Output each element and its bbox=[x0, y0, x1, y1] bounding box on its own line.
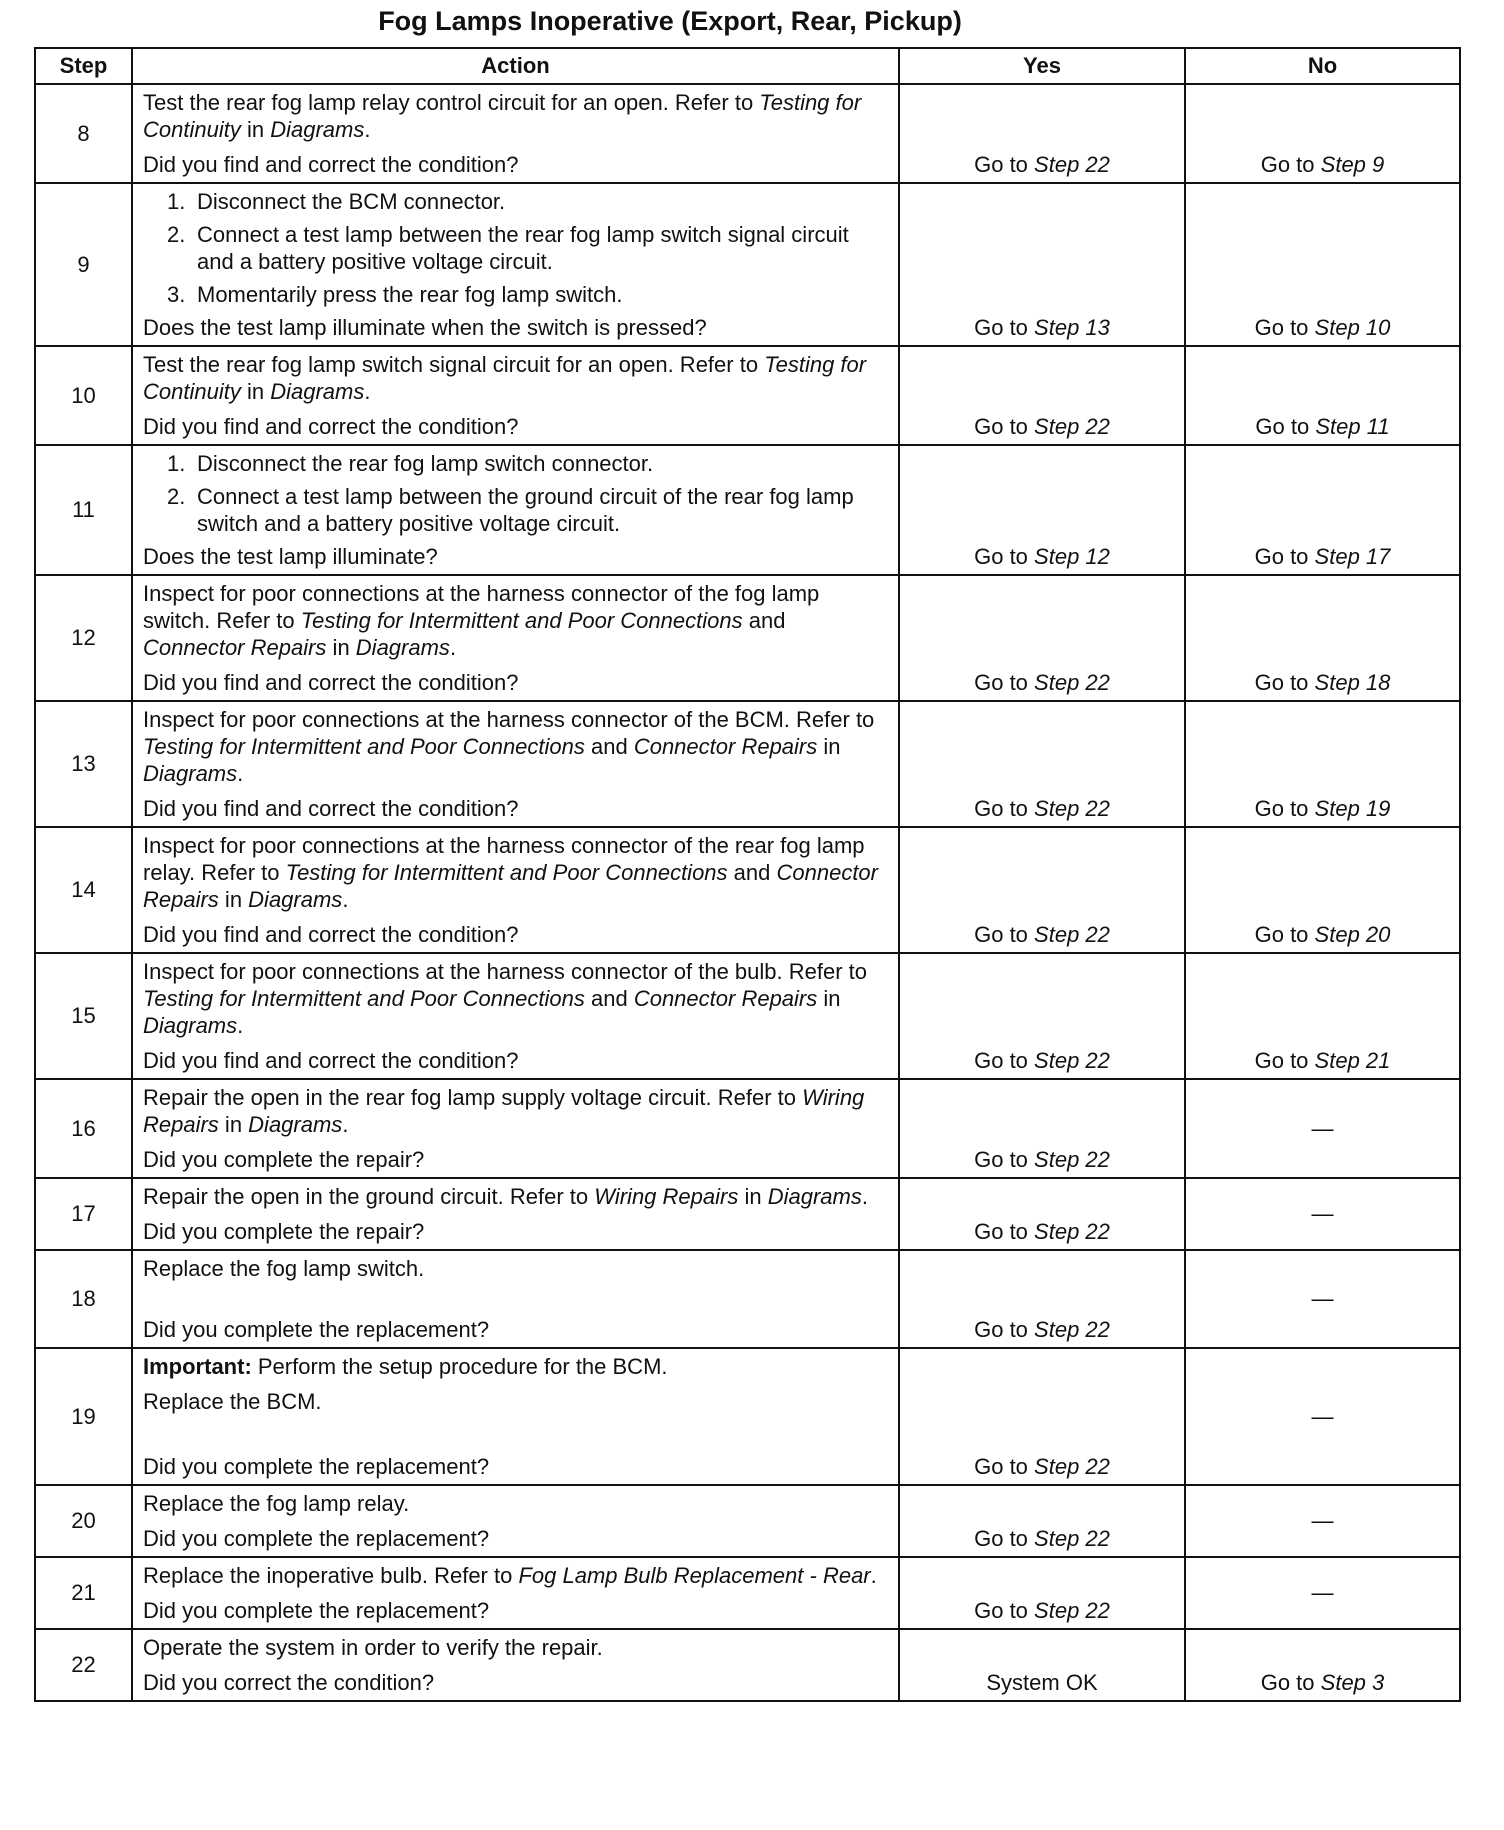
step-number: 19 bbox=[35, 1348, 132, 1485]
step-number: 12 bbox=[35, 575, 132, 701]
reference-text: Wiring Repairs bbox=[594, 1184, 739, 1209]
action-text: and bbox=[584, 986, 634, 1011]
action-question: Does the test lamp illuminate when the switch is pressed? bbox=[143, 315, 707, 340]
yes-cell bbox=[899, 1557, 1185, 1629]
action-paragraph bbox=[143, 1562, 888, 1589]
action-text: Replace the fog lamp switch. bbox=[143, 1256, 425, 1281]
list-number: 1. bbox=[167, 451, 186, 476]
action-paragraph bbox=[143, 832, 888, 913]
step-number: 14 bbox=[35, 827, 132, 953]
action-text: Replace the fog lamp relay. bbox=[143, 1491, 410, 1516]
step-number: 22 bbox=[35, 1629, 132, 1701]
reference-text: Diagrams bbox=[270, 117, 365, 142]
action-question: Did you complete the replacement? bbox=[143, 1454, 490, 1479]
go-to-text: Go to bbox=[974, 670, 1028, 695]
action-paragraph bbox=[143, 1255, 888, 1282]
action-text: in bbox=[218, 1112, 249, 1137]
action-paragraph bbox=[143, 1634, 888, 1661]
no-cell bbox=[1185, 575, 1460, 701]
no-cell bbox=[1185, 1629, 1460, 1701]
action-question: Did you complete the repair? bbox=[143, 1219, 425, 1244]
action-text: in bbox=[218, 887, 249, 912]
go-to-text: Go to bbox=[1254, 796, 1309, 821]
no-cell bbox=[1185, 1348, 1460, 1485]
action-question: Did you find and correct the condition? bbox=[143, 152, 519, 177]
table-row bbox=[35, 1348, 1460, 1485]
table-row bbox=[35, 953, 1460, 1079]
yes-cell bbox=[899, 575, 1185, 701]
important-label: Important: bbox=[143, 1354, 252, 1379]
action-paragraph bbox=[143, 351, 888, 405]
go-to-text: Go to bbox=[974, 1317, 1028, 1342]
no-cell bbox=[1185, 827, 1460, 953]
not-applicable-dash: — bbox=[1311, 1201, 1334, 1226]
table-row bbox=[35, 575, 1460, 701]
yes-cell bbox=[899, 1079, 1185, 1178]
step-reference: Step 22 bbox=[1034, 1219, 1110, 1244]
action-question: Did you find and correct the condition? bbox=[143, 796, 519, 821]
reference-text: Testing for Continuity bbox=[143, 352, 867, 404]
table-row bbox=[35, 346, 1460, 445]
action-question: Did you complete the replacement? bbox=[143, 1598, 490, 1623]
action-question: Did you complete the replacement? bbox=[143, 1317, 490, 1342]
action-text: . bbox=[342, 887, 349, 912]
action-cell bbox=[132, 701, 899, 827]
action-text: Test the rear fog lamp switch signal circuit for an open. Refer to bbox=[143, 352, 765, 377]
action-text: . bbox=[237, 761, 244, 786]
header-no: No bbox=[1185, 48, 1460, 84]
action-cell bbox=[132, 1178, 899, 1250]
step-reference: Step 22 bbox=[1034, 796, 1110, 821]
action-text: and bbox=[727, 860, 777, 885]
yes-cell bbox=[899, 445, 1185, 575]
action-paragraph bbox=[143, 706, 888, 787]
action-text: Repair the open in the ground circuit. Refer to bbox=[143, 1184, 595, 1209]
list-number: 2. bbox=[167, 484, 186, 509]
reference-text: Diagrams bbox=[248, 1112, 343, 1137]
reference-text: Connector Repairs bbox=[633, 734, 818, 759]
action-text: and bbox=[584, 734, 634, 759]
yes-cell bbox=[899, 1178, 1185, 1250]
table-row bbox=[35, 1557, 1460, 1629]
reference-text: Diagrams bbox=[767, 1184, 862, 1209]
no-cell bbox=[1185, 1485, 1460, 1557]
list-number: 3. bbox=[167, 282, 186, 307]
step-reference: Step 17 bbox=[1314, 544, 1391, 569]
step-number: 21 bbox=[35, 1557, 132, 1629]
no-cell bbox=[1185, 1079, 1460, 1178]
reference-text: Testing for Intermittent and Poor Connections bbox=[285, 860, 728, 885]
step-number: 17 bbox=[35, 1178, 132, 1250]
yes-cell bbox=[899, 84, 1185, 183]
reference-text: Testing for Intermittent and Poor Connections bbox=[143, 734, 585, 759]
action-text: Test the rear fog lamp relay control circuit for an open. Refer to bbox=[143, 90, 760, 115]
yes-cell bbox=[899, 346, 1185, 445]
yes-cell bbox=[899, 827, 1185, 953]
table-row bbox=[35, 445, 1460, 575]
step-reference: Step 22 bbox=[1034, 1147, 1110, 1172]
step-reference: Step 22 bbox=[1034, 152, 1110, 177]
table-row bbox=[35, 701, 1460, 827]
action-text: Inspect for poor connections at the harness connector of the fog lamp switch. Refer to bbox=[143, 581, 820, 633]
step-number: 15 bbox=[35, 953, 132, 1079]
action-text: . bbox=[364, 117, 371, 142]
diagnostic-table bbox=[34, 47, 1461, 1702]
action-cell bbox=[132, 346, 899, 445]
result-text: System OK bbox=[986, 1670, 1098, 1695]
step-number: 11 bbox=[35, 445, 132, 575]
go-to-text: Go to bbox=[1254, 922, 1309, 947]
action-question: Did you correct the condition? bbox=[143, 1670, 435, 1695]
table-row bbox=[35, 1178, 1460, 1250]
no-cell bbox=[1185, 701, 1460, 827]
yes-cell bbox=[899, 183, 1185, 346]
step-reference: Step 22 bbox=[1034, 1526, 1110, 1551]
action-text: Disconnect the BCM connector. bbox=[197, 189, 506, 214]
action-paragraph bbox=[143, 1490, 888, 1517]
no-cell bbox=[1185, 183, 1460, 346]
go-to-text: Go to bbox=[974, 796, 1028, 821]
reference-text: Diagrams bbox=[143, 1013, 238, 1038]
reference-text: Wiring Repairs bbox=[143, 1085, 865, 1137]
action-text: in bbox=[817, 734, 841, 759]
step-reference: Step 22 bbox=[1034, 1598, 1110, 1623]
step-reference: Step 13 bbox=[1034, 315, 1110, 340]
action-cell bbox=[132, 575, 899, 701]
list-number: 1. bbox=[167, 189, 186, 214]
action-text: Repair the open in the rear fog lamp supply voltage circuit. Refer to bbox=[143, 1085, 803, 1110]
action-question: Did you complete the replacement? bbox=[143, 1526, 490, 1551]
action-text: Replace the BCM. bbox=[143, 1389, 322, 1414]
step-reference: Step 19 bbox=[1314, 796, 1391, 821]
yes-cell bbox=[899, 953, 1185, 1079]
action-text: Replace the inoperative bulb. Refer to bbox=[143, 1563, 519, 1588]
no-cell bbox=[1185, 1250, 1460, 1348]
step-number: 8 bbox=[35, 84, 132, 183]
step-reference: Step 22 bbox=[1034, 414, 1110, 439]
action-cell bbox=[132, 1079, 899, 1178]
action-question: Did you find and correct the condition? bbox=[143, 414, 519, 439]
action-text: Inspect for poor connections at the harness connector of the BCM. Refer to bbox=[143, 707, 875, 732]
action-text: . bbox=[364, 379, 371, 404]
action-paragraph bbox=[143, 580, 888, 661]
not-applicable-dash: — bbox=[1311, 1508, 1334, 1533]
no-cell bbox=[1185, 1557, 1460, 1629]
step-reference: Step 10 bbox=[1314, 315, 1391, 340]
step-number: 9 bbox=[35, 183, 132, 346]
yes-cell bbox=[899, 701, 1185, 827]
go-to-text: Go to bbox=[1254, 670, 1309, 695]
reference-text: Diagrams bbox=[143, 761, 238, 786]
table-row bbox=[35, 1079, 1460, 1178]
table-row bbox=[35, 827, 1460, 953]
step-reference: Step 22 bbox=[1034, 670, 1110, 695]
go-to-text: Go to bbox=[974, 414, 1028, 439]
spacer bbox=[143, 1290, 888, 1316]
action-text: in bbox=[817, 986, 841, 1011]
go-to-text: Go to bbox=[974, 1219, 1028, 1244]
go-to-text: Go to bbox=[974, 1598, 1028, 1623]
action-text: in bbox=[326, 635, 356, 660]
go-to-text: Go to bbox=[974, 1454, 1028, 1479]
step-number: 13 bbox=[35, 701, 132, 827]
table-row bbox=[35, 1485, 1460, 1557]
reference-text: Diagrams bbox=[248, 887, 343, 912]
action-question: Did you find and correct the condition? bbox=[143, 1048, 519, 1073]
reference-text: Testing for Continuity bbox=[143, 90, 862, 142]
action-text: Perform the setup procedure for the BCM. bbox=[251, 1354, 668, 1379]
table-row bbox=[35, 183, 1460, 346]
reference-text: Testing for Intermittent and Poor Connections bbox=[300, 608, 743, 633]
table-header-row bbox=[35, 48, 1460, 84]
not-applicable-dash: — bbox=[1311, 1115, 1334, 1141]
go-to-text: Go to bbox=[1254, 1048, 1309, 1073]
reference-text: Diagrams bbox=[270, 379, 365, 404]
not-applicable-dash: — bbox=[1311, 1403, 1334, 1429]
step-reference: Step 3 bbox=[1320, 1670, 1385, 1695]
action-list-item bbox=[143, 281, 888, 308]
yes-cell bbox=[899, 1250, 1185, 1348]
step-reference: Step 20 bbox=[1314, 922, 1391, 947]
action-text: . bbox=[861, 1184, 868, 1209]
reference-text: Testing for Intermittent and Poor Connections bbox=[143, 986, 585, 1011]
go-to-text: Go to bbox=[1255, 414, 1310, 439]
table-row bbox=[35, 1250, 1460, 1348]
action-cell bbox=[132, 953, 899, 1079]
yes-cell bbox=[899, 1629, 1185, 1701]
step-number: 16 bbox=[35, 1079, 132, 1178]
step-reference: Step 22 bbox=[1034, 1048, 1110, 1073]
no-cell bbox=[1185, 1178, 1460, 1250]
action-cell bbox=[132, 1348, 899, 1485]
step-number: 18 bbox=[35, 1250, 132, 1348]
spacer bbox=[143, 1423, 888, 1453]
action-cell bbox=[132, 445, 899, 575]
action-text: in bbox=[738, 1184, 768, 1209]
action-cell bbox=[132, 1250, 899, 1348]
step-reference: Step 9 bbox=[1320, 152, 1385, 177]
header-yes: Yes bbox=[899, 48, 1185, 84]
page-title: Fog Lamps Inoperative (Export, Rear, Pickup) bbox=[378, 6, 962, 36]
action-list-item bbox=[143, 221, 888, 275]
step-reference: Step 22 bbox=[1034, 1317, 1110, 1342]
action-text: Operate the system in order to verify the repair. bbox=[143, 1635, 603, 1660]
no-cell bbox=[1185, 84, 1460, 183]
header-step: Step bbox=[35, 48, 132, 84]
action-list-item bbox=[143, 188, 888, 215]
step-reference: Step 11 bbox=[1315, 414, 1390, 439]
list-number: 2. bbox=[167, 222, 186, 247]
action-text: . bbox=[237, 1013, 244, 1038]
action-question: Did you find and correct the condition? bbox=[143, 922, 519, 947]
action-text: Inspect for poor connections at the harness connector of the rear fog lamp relay. Refer to bbox=[143, 833, 865, 885]
go-to-text: Go to bbox=[1260, 1670, 1315, 1695]
action-cell bbox=[132, 84, 899, 183]
action-cell bbox=[132, 1557, 899, 1629]
reference-text: Fog Lamp Bulb Replacement - Rear bbox=[518, 1563, 871, 1588]
go-to-text: Go to bbox=[1260, 152, 1315, 177]
go-to-text: Go to bbox=[1254, 315, 1309, 340]
action-paragraph bbox=[143, 958, 888, 1039]
table-row bbox=[35, 84, 1460, 183]
reference-text: Connector Repairs bbox=[633, 986, 818, 1011]
step-reference: Step 12 bbox=[1034, 544, 1110, 569]
action-text: Momentarily press the rear fog lamp switch. bbox=[197, 282, 623, 307]
action-paragraph bbox=[143, 1084, 888, 1138]
action-text: and bbox=[742, 608, 786, 633]
step-number: 10 bbox=[35, 346, 132, 445]
action-text: Connect a test lamp between the ground circuit of the rear fog lamp switch and a battery positive voltage circuit. bbox=[197, 484, 854, 536]
action-question: Does the test lamp illuminate? bbox=[143, 544, 438, 569]
action-text: in bbox=[240, 379, 271, 404]
yes-cell bbox=[899, 1348, 1185, 1485]
action-text: Disconnect the rear fog lamp switch connector. bbox=[197, 451, 654, 476]
table-body bbox=[35, 84, 1460, 1701]
no-cell bbox=[1185, 445, 1460, 575]
not-applicable-dash: — bbox=[1311, 1286, 1334, 1311]
go-to-text: Go to bbox=[974, 1526, 1028, 1551]
header-action: Action bbox=[132, 48, 899, 84]
action-paragraph bbox=[143, 1353, 888, 1380]
go-to-text: Go to bbox=[974, 315, 1028, 340]
action-cell bbox=[132, 1629, 899, 1701]
step-reference: Step 21 bbox=[1314, 1048, 1391, 1073]
action-question: Did you complete the repair? bbox=[143, 1147, 425, 1172]
step-reference: Step 18 bbox=[1314, 670, 1391, 695]
not-applicable-dash: — bbox=[1311, 1580, 1334, 1605]
action-cell bbox=[132, 183, 899, 346]
go-to-text: Go to bbox=[974, 1048, 1028, 1073]
no-cell bbox=[1185, 346, 1460, 445]
action-paragraph bbox=[143, 89, 888, 143]
action-text: . bbox=[342, 1112, 349, 1137]
action-cell bbox=[132, 827, 899, 953]
action-paragraph bbox=[143, 1388, 888, 1415]
reference-text: Connector Repairs bbox=[143, 860, 878, 912]
action-text: in bbox=[240, 117, 271, 142]
yes-cell bbox=[899, 1485, 1185, 1557]
go-to-text: Go to bbox=[974, 544, 1028, 569]
reference-text: Connector Repairs bbox=[143, 635, 327, 660]
go-to-text: Go to bbox=[974, 152, 1028, 177]
action-text: . bbox=[449, 635, 457, 660]
table-row bbox=[35, 1629, 1460, 1701]
action-text: . bbox=[870, 1563, 877, 1588]
go-to-text: Go to bbox=[974, 922, 1028, 947]
step-number: 20 bbox=[35, 1485, 132, 1557]
action-list-item bbox=[143, 450, 888, 477]
no-cell bbox=[1185, 953, 1460, 1079]
action-paragraph bbox=[143, 1183, 888, 1210]
step-reference: Step 22 bbox=[1034, 922, 1110, 947]
action-list-item bbox=[143, 483, 888, 537]
go-to-text: Go to bbox=[974, 1147, 1028, 1172]
action-cell bbox=[132, 1485, 899, 1557]
reference-text: Diagrams bbox=[355, 635, 450, 660]
step-reference: Step 22 bbox=[1034, 1454, 1110, 1479]
go-to-text: Go to bbox=[1254, 544, 1309, 569]
action-question: Did you find and correct the condition? bbox=[143, 670, 519, 695]
action-text: Connect a test lamp between the rear fog lamp switch signal circuit and a battery positive voltage circuit. bbox=[197, 222, 849, 274]
action-text: Inspect for poor connections at the harness connector of the bulb. Refer to bbox=[143, 959, 867, 984]
